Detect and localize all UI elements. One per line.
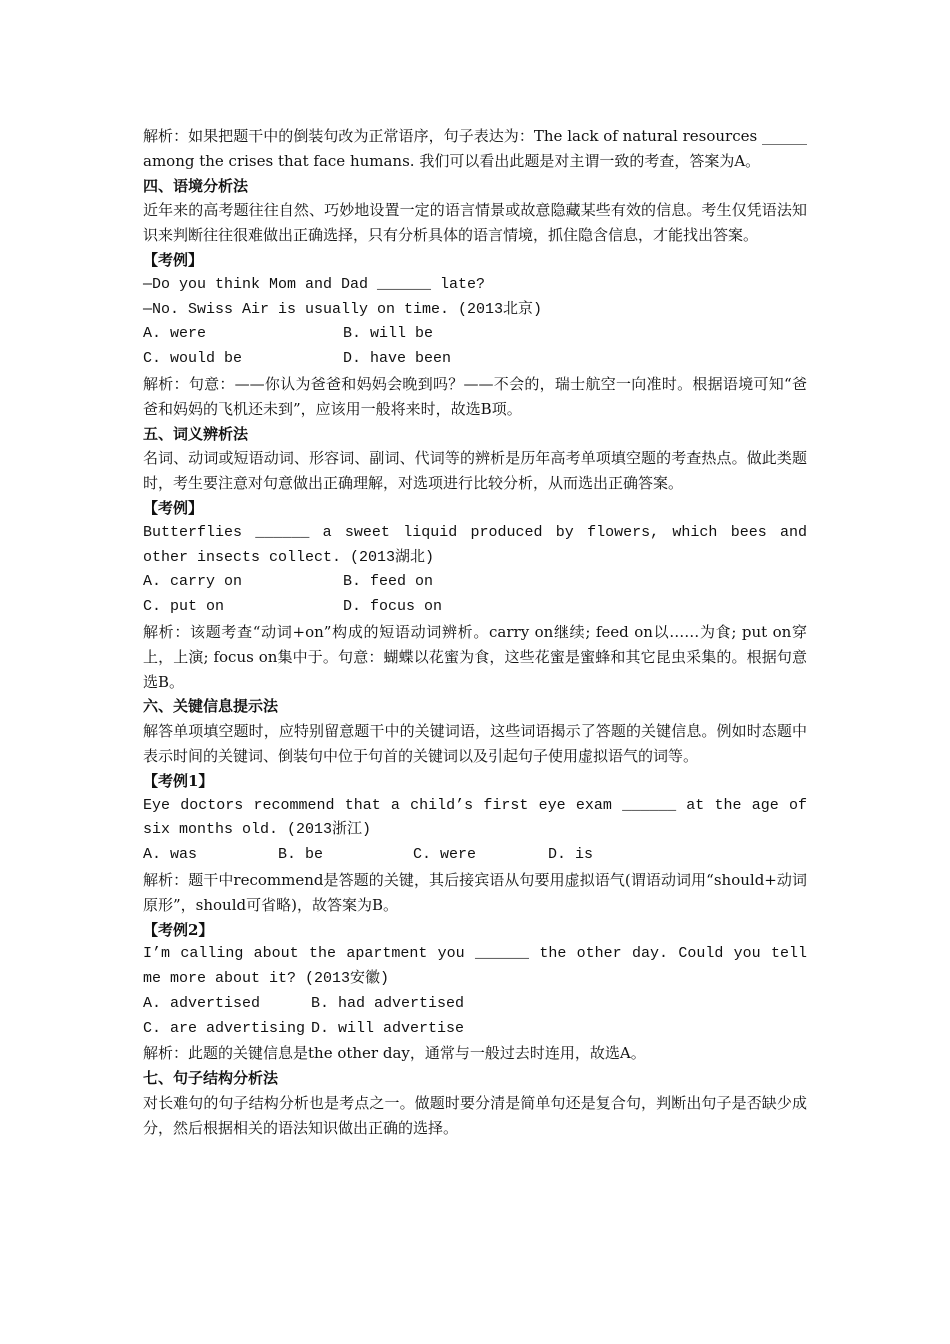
section-description: 解答单项填空题时，应特别留意题干中的关键词语，这些词语揭示了答题的关键信息。例如时态题中表示时间的关键词、倒装句中位于句首的关键词以及引起句子使用虚拟语气的词等。 — [143, 722, 807, 765]
options-row — [143, 595, 807, 620]
option: A. was — [143, 846, 198, 864]
analysis-paragraph: 解析：句意：——你认为爸爸和妈妈会晚到吗？——不会的，瑞士航空一向准时。根据语境可知“爸爸和妈妈的飞机还未到”，应该用一般将来时，故选B项。 — [143, 374, 807, 418]
section-heading: 四、语境分析法 — [143, 176, 249, 195]
option: A. were — [143, 325, 207, 343]
section-heading: 七、句子结构分析法 — [143, 1069, 279, 1088]
analysis-paragraph: 解析：此题的关键信息是the other day，通常与一般过去时连用，故选A。 — [143, 1044, 646, 1063]
example-tag: 【考例】 — [143, 250, 204, 269]
option: C. put on — [143, 598, 225, 616]
document-page — [143, 124, 807, 1141]
option: B. had advertised — [311, 994, 465, 1012]
section-description: 对长难句的句子结构分析也是考点之一。做题时要分清是简单句还是复合句，判断出句子是否缺少成分，然后根据相关的语法知识做出正确的选择。 — [143, 1094, 807, 1137]
question-line: Eye doctors recommend that a child’s first eye exam ______ at the age of six months old. (2013浙江) — [143, 796, 807, 839]
section-description: 名词、动词或短语动词、形容词、副词、代词等的辨析是历年高考单项填空题的考查热点。做此类题时，考生要注意对句意做出正确理解，对选项进行比较分析，从而选出正确答案。 — [143, 449, 807, 493]
example-tag: 【考例2】 — [143, 920, 214, 939]
section-heading: 五、词义辨析法 — [143, 424, 249, 443]
analysis-paragraph: 解析：题干中recommend是答题的关键，其后接宾语从句要用虚拟语气(谓语动词用“should+动词原形”，should可省略)，故答案为B。 — [143, 870, 807, 914]
option: B. feed on — [343, 573, 434, 591]
section-description: 近年来的高考题往往自然、巧妙地设置一定的语言情景或故意隐藏某些有效的信息。考生仅凭语法知识来判断往往很难做出正确选择，只有分析具体的语言情境，抓住隐含信息，才能找出答案。 — [143, 201, 807, 245]
option: D. will advertise — [311, 1019, 465, 1037]
option: D. is — [548, 846, 594, 864]
analysis-paragraph: 解析：如果把题干中的倒装句改为正常语序，句子表达为：The lack of natural resources ______ among the crises that face humans. 我们可以看出此题是对主谓一致的考查，答案为A。 — [143, 127, 807, 170]
analysis-paragraph: 解析：该题考查“动词+on”构成的短语动词辨析。carry on继续; feed on以……为食; put on穿上，上演; focus on集中于。句意：蝴蝶以花蜜为食，这些花蜜是蜜蜂和其它昆虫采集的。根据句意选B。 — [143, 622, 807, 691]
question-line: —No. Swiss Air is usually on time. (2013北京) — [143, 300, 543, 318]
options-row — [143, 992, 807, 1017]
question-line: I’m calling about the apartment you ______ the other day. Could you tell me more about it? (2013安徽) — [143, 945, 807, 988]
option: C. are advertising — [143, 1019, 306, 1037]
options-row — [143, 347, 807, 372]
options-row — [143, 843, 807, 868]
section-heading: 六、关键信息提示法 — [143, 697, 279, 716]
option: C. would be — [143, 350, 243, 368]
example-tag: 【考例】 — [143, 498, 204, 517]
options-row — [143, 570, 807, 595]
options-row — [143, 322, 807, 347]
question-line: Butterflies ______ a sweet liquid produced by flowers, which bees and other insects collect. (2013湖北) — [143, 523, 807, 566]
option: A. carry on — [143, 573, 243, 591]
option: B. be — [278, 846, 324, 864]
option: B. will be — [343, 325, 434, 343]
option: D. have been — [343, 350, 452, 368]
option: A. advertised — [143, 994, 261, 1012]
options-row — [143, 1017, 807, 1042]
example-tag: 【考例1】 — [143, 771, 214, 790]
option: D. focus on — [343, 598, 443, 616]
option: C. were — [413, 846, 477, 864]
question-line: —Do you think Mom and Dad ______ late? — [143, 275, 486, 293]
